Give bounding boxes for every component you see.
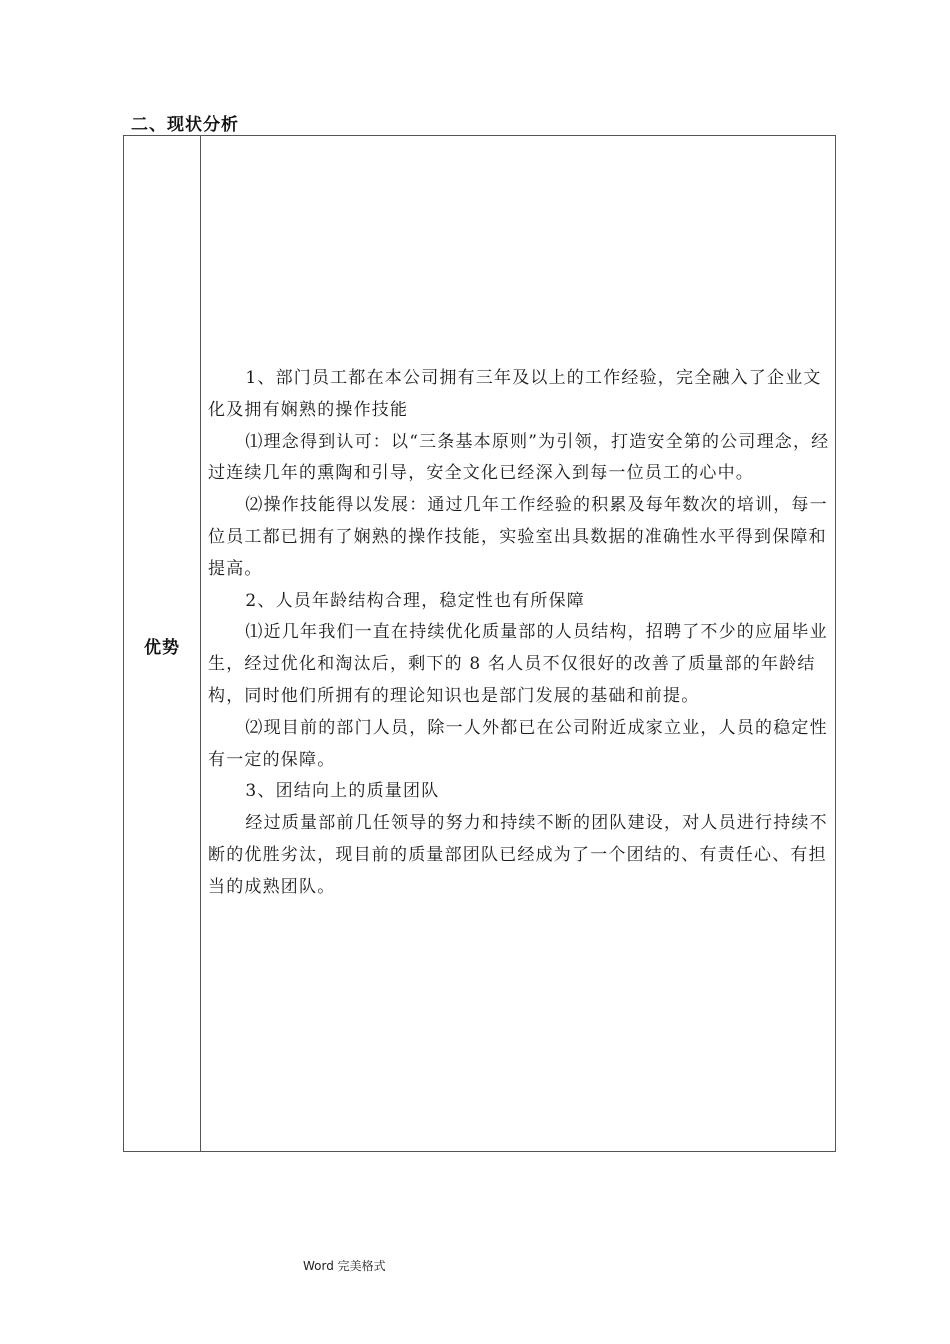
- paragraph: 2、人员年龄结构合理，稳定性也有所保障: [245, 590, 586, 611]
- section-heading: 二、现状分析: [131, 115, 239, 135]
- footer-note: Word 完美格式: [303, 1259, 386, 1273]
- paragraph: ⑴近几年我们一直在持续优化质量部的人员结构，招聘了不少的应届毕业生，经过优化和淘汰后，剩下的 8 名人员不仅很好的改善了质量部的年龄结构，同时他们所拥有的理论知识也是部门发展的基础和前提。: [208, 622, 828, 706]
- paragraph: ⑵操作技能得以发展：通过几年工作经验的积累及每年数次的培训，每一位员工都已拥有了娴熟的操作技能，实验室出具数据的准确性水平得到保障和提高。: [208, 495, 828, 579]
- content-cell: [201, 136, 835, 1151]
- content-body: [208, 363, 831, 904]
- analysis-table: [123, 135, 836, 1152]
- paragraph: ⑵现目前的部门人员，除一人外都已在公司附近成家立业，人员的稳定性有一定的保障。: [208, 717, 828, 770]
- paragraph: 1、部门员工都在本公司拥有三年及以上的工作经验，完全融入了企业文化及拥有娴熟的操作技能: [208, 368, 822, 420]
- paragraph: 经过质量部前几任领导的努力和持续不断的团队建设，对人员进行持续不断的优胜劣汰，现目前的质量部团队已经成为了一个团结的、有责任心、有担当的成熟团队。: [208, 813, 828, 897]
- paragraph: 3、团结向上的质量团队: [245, 781, 440, 802]
- label-cell: [124, 136, 201, 1151]
- row-label: 优势: [144, 638, 180, 658]
- paragraph: ⑴理念得到认可：以“三条基本原则”为引领，打造安全第的公司理念，经过连续几年的熏陶和引导，安全文化已经深入到每一位员工的心中。: [208, 431, 830, 484]
